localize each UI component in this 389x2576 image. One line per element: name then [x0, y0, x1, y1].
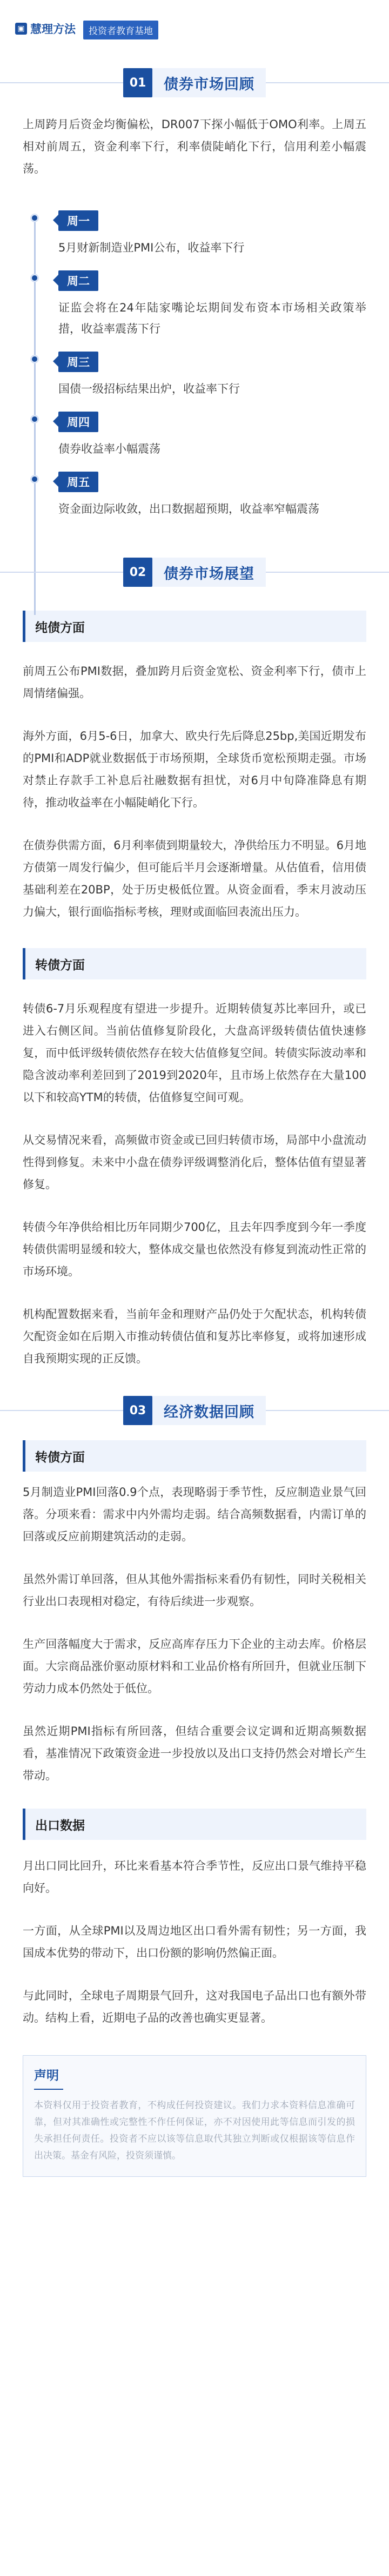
timeline-item-wednesday — [30, 352, 366, 400]
manufacturing-paragraph: 5月制造业PMI回落0.9个点，表现略弱于季节性，反应制造业景气回落。分项来看：需求中内外需均走弱。结合高频数据看，内需订单的回落或反应前期建筑活动的走弱。 — [23, 1486, 366, 1543]
disclaimer-box — [23, 2055, 366, 2177]
section-title: 经济数据回顾 — [164, 1403, 254, 1421]
manufacturing-paragraph: 虽然近期PMI指标有所回落，但结合重要会议定调和近期高频数据看，基准情况下政策资金进一步投放以及出口支持仍然会对增长产生带动。 — [23, 1725, 366, 1782]
pure-bond-paragraph: 前周五公布PMI数据，叠加跨月后资金宽松、资金利率下行，债市上周情绪偏强。 — [23, 665, 366, 700]
review-intro: 上周跨月后资金均衡偏松，DR007下探小幅低于OMO利率。上周五相对前周五，资金利率下行，利率债陡峭化下行，信用利差小幅震荡。 — [23, 118, 366, 175]
section-title: 债券市场展望 — [164, 565, 254, 582]
timeline-item-monday — [30, 210, 366, 259]
disclaimer-text: 本资料仅用于投资者教育，不构成任何投资建议。我们力求本资料信息准确可靠，但对其准确性或完整性不作任何保证，亦不对因使用此等信息而引发的损失承担任何责任。投资者不应以该等信息取代其独立判断或仅根据该等信息作出决策。基金有风险，投资须谨慎。 — [34, 2100, 355, 2161]
subheading-export — [23, 1809, 366, 1840]
timeline-item-tuesday — [30, 270, 366, 340]
section-header-economy — [0, 1392, 389, 1429]
timeline-text: 债券收益率小幅震荡 — [58, 442, 160, 455]
section-pill — [123, 1396, 266, 1425]
convertible-paragraph: 机构配置数据来看，当前年金和理财产品仍处于欠配状态，机构转债欠配资金如在后期入市推动转债估值和复苏比率修复，或将加速形成自我预期实现的正反馈。 — [23, 1308, 366, 1365]
timeline-day: 周一 — [58, 210, 98, 231]
manufacturing-paragraph: 虽然外需订单回落，但从其他外需指标来看仍有韧性，同时关税相关行业出口表现相对稳定，有待后续进一步观察。 — [23, 1573, 366, 1608]
subheading-text: 转债方面 — [35, 958, 85, 972]
timeline-day: 周五 — [58, 472, 98, 492]
timeline-day: 周三 — [58, 352, 98, 372]
section-number: 01 — [123, 68, 152, 97]
logo-icon: ▣ — [15, 23, 27, 35]
subheading-text: 出口数据 — [35, 1818, 85, 1833]
timeline-item-thursday — [30, 412, 366, 460]
manufacturing-paragraph: 生产回落幅度大于需求，反应高库存压力下企业的主动去库。价格层面。大宗商品涨价驱动原材料和工业品价格有所回升，但就业压制下劳动力成本仍然处于低位。 — [23, 1638, 366, 1695]
section-header-review — [0, 64, 389, 102]
timeline-text: 证监会将在24年陆家嘴论坛期间发布资本市场相关政策举措，收益率震荡下行 — [58, 301, 366, 335]
timeline-dot-icon — [30, 214, 39, 222]
convertible-paragraph: 从交易情况来看，高频做市资金或已回归转债市场，局部中小盘流动性得到修复。未来中小盘在债券评级调整消化后，整体估值有望显著修复。 — [23, 1134, 366, 1191]
timeline-dot-icon — [30, 475, 39, 484]
export-paragraph: 与此同时，全球电子周期景气回升，这对我国电子品出口也有额外带动。结构上看，近期电子品的改善也确实更显著。 — [23, 1989, 366, 2024]
export-paragraph: 一方面，从全球PMI以及周边地区出口看外需有韧性；另一方面，我国成本优势的带动下，出口份额的影响仍然偏正面。 — [23, 1924, 366, 1959]
convertible-paragraph: 转债6-7月乐观程度有望进一步提升。近期转债复苏比率回升，或已进入右侧区间。当前估值修复阶段化，大盘高评级转债估值快速修复，而中低评级转债依然存在较大估值修复空间。转债实际波动率和隐含波动率利差回到了2019到2020年，且市场上依然存在大量100以下和较高YTM的转债，估值修复空间可观。 — [23, 1002, 366, 1104]
export-paragraph: 月出口同比回升，环比来看基本符合季节性，反应出口景气维持平稳向好。 — [23, 1859, 366, 1895]
subheading-text: 转债方面 — [35, 1450, 85, 1465]
pure-bond-paragraph: 在债券供需方面，6月利率债到期量较大，净供给压力不明显。6月地方债第一周发行偏少，但可能后半月会逐渐增量。从估值看，信用债基础利差在20BP，处于历史极低位置。从资金面看，季末月波动压力偏大，银行面临指标考核，理财或面临回表流出压力。 — [23, 839, 366, 918]
timeline-dot-icon — [30, 415, 39, 423]
timeline-day: 周四 — [58, 412, 98, 432]
timeline-text: 国债一级招标结果出炉，收益率下行 — [58, 382, 240, 395]
pure-bond-paragraph: 海外方面，6月5-6日，加拿大、欧央行先后降息25bp,美国近期发布的PMI和ADP就业数据低于市场预期，全球货币宽松预期走强。市场对禁止存款手工补息后社融数据有担忧，对6月中旬降准降息有期待，推动收益率在小幅陡峭化下行。 — [23, 730, 366, 809]
timeline-dot-icon — [30, 274, 39, 282]
subheading-convertible — [23, 948, 366, 979]
subheading-manufacturing — [23, 1440, 366, 1472]
brand-bar — [0, 0, 389, 64]
section-header-outlook — [0, 553, 389, 591]
weekly-timeline — [0, 210, 389, 520]
convertible-paragraph: 转债今年净供给相比历年同期少700亿，且去年四季度到今年一季度转债供需明显缓和较大，整体成交量也依然没有修复到流动性正常的市场环境。 — [23, 1221, 366, 1278]
timeline-dot-icon — [30, 355, 39, 363]
section-number: 02 — [123, 558, 152, 587]
section-pill — [123, 558, 266, 587]
brand-logo[interactable] — [15, 21, 76, 37]
timeline-text: 5月财新制造业PMI公布，收益率下行 — [58, 241, 245, 254]
section-pill — [123, 68, 266, 97]
brand-tag: 投资者教育基地 — [83, 21, 158, 39]
logo-text: 慧理方法 — [30, 23, 76, 36]
disclaimer-title: 声明 — [34, 2065, 63, 2090]
timeline-day: 周二 — [58, 270, 98, 291]
timeline-item-friday — [30, 472, 366, 520]
section-number: 03 — [123, 1396, 152, 1425]
section-title: 债券市场回顾 — [164, 76, 254, 93]
timeline-text: 资金面边际收敛，出口数据超预期，收益率窄幅震荡 — [58, 502, 319, 515]
subheading-pure-bond — [23, 611, 366, 642]
subheading-text: 纯债方面 — [35, 620, 85, 635]
